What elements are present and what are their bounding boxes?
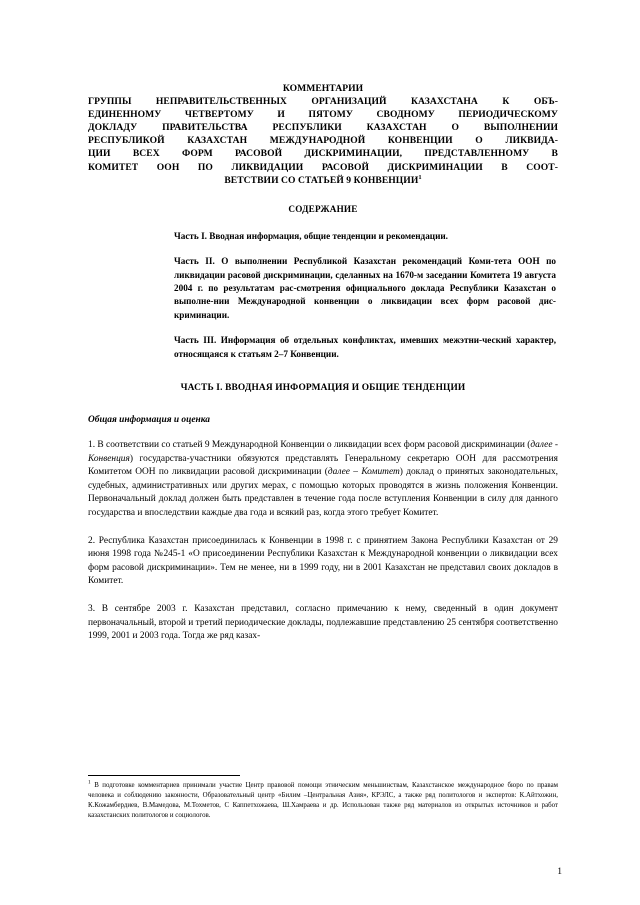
title-line-5: РЕСПУБЛИКОЙ КАЗАХСТАН МЕЖДУНАРОДНОЙ КОНВЕНЦИИ О ЛИКВИДА-: [88, 135, 558, 147]
paragraph-2: [88, 535, 558, 589]
para-1-seg-4-italic: далее – Комитет: [327, 467, 400, 478]
toc-item-part-1: Часть I. Вводная информация, общие тенденции и рекомендации.: [174, 230, 448, 241]
toc-item-part-3: Часть III. Информация об отдельных конфликтах, имевших межэтни-ческий характер, относящаяся к статьям 2–7 Конвенции.: [174, 335, 556, 359]
footnote-marker: 1: [88, 779, 91, 786]
contents-heading: СОДЕРЖАНИЕ: [288, 203, 358, 214]
title-line-1: КОММЕНТАРИИ: [282, 83, 364, 94]
para-3-text: 3. В сентябре 2003 г. Казахстан представил, согласно примечанию к нему, сведенный в один документ первоначальный, второй и третий периодические доклады, подлежавшие представлению 25 сентября соответственно 1999, 2001 и 2003 года. Тогда же ряд казах-: [88, 603, 558, 642]
document-title: [88, 82, 558, 187]
title-line-8: [88, 174, 558, 187]
table-of-contents: [88, 230, 558, 361]
para-1-seg-5: ) доклад о принятых законодательных, судебных, административных или других мерах, с помощью которых проводятся в жизнь положения Конвенции. Первоначальный доклад должен быть представлен в течение года после вступления Конвенции в силу для данного государства и впоследствии каждые два года и всякий раз, когда этого требует Комитет.: [88, 467, 558, 518]
page-content: [88, 82, 558, 644]
paragraph-1: [88, 439, 558, 521]
footnote-1: [88, 781, 558, 821]
paragraph-3: [88, 603, 558, 644]
title-line-6: ЦИИ ВСЕХ ФОРМ РАСОВОЙ ДИСКРИМИНАЦИИ, ПРЕДСТАВЛЕННОМУ В: [88, 148, 558, 160]
title-line-7: КОМИТЕТ ООН ПО ЛИКВИДАЦИИ РАСОВОЙ ДИСКРИМИНАЦИИ В СООТ-: [88, 161, 558, 173]
title-line-8-text: ВЕТСТВИИ СО СТАТЬЕЙ 9 КОНВЕНЦИИ: [224, 174, 419, 186]
para-1-seg-3: ) государства-участники обязуются представлять Генеральному секретарю ООН для рассмотрения Комитетом ООН по ликвидации расовой дискриминации (: [88, 453, 558, 478]
footnote-separator-rule: [88, 775, 240, 776]
footnote-area: [88, 775, 558, 821]
section-subheading: Общая информация и оценка: [88, 415, 210, 425]
footnote-text: В подготовке комментариев принимали участие Центр правовой помощи этническим меньшинствам, Казахстанское международное бюро по правам человека и соблюдению законности, Образовательный центр «Билим –Центральная Азия», КРЭЛС, а также ряд политологов и экспертов: К.Айтхожин, К.Кожамбердиев, В.Мамедова, М.Тохметов, С Каппетхожаева, Ш.Хамраева и др. Использован также ряд материалов из открытых источников и работ казахстанских политологов и социологов.: [88, 782, 558, 819]
para-2-text: 2. Республика Казахстан присоединилась к Конвенции в 1998 г. с принятием Закона Республики Казахстан от 29 июня 1998 года №245-1 «О присоединении Республики Казахстан к Международной конвенции о ликвидации всех форм расовой дискриминации». Тем не менее, ни в 1999 году, ни в 2001 Казахстан не представил своих докладов в Комитет.: [88, 535, 558, 587]
title-footnote-marker: 1: [418, 173, 422, 181]
para-1-seg-2-italic: далее - Конвенция: [88, 440, 559, 464]
para-1-seg-1: 1. В соответствии со статьей 9 Международной Конвенции о ликвидации всех форм расовой дискриминации (: [88, 440, 531, 450]
page-number: 1: [557, 866, 562, 877]
part-1-heading: ЧАСТЬ I. ВВОДНАЯ ИНФОРМАЦИЯ И ОБЩИЕ ТЕНДЕНЦИИ: [180, 383, 466, 393]
title-line-2: ГРУППЫ НЕПРАВИТЕЛЬСТВЕННЫХ ОРГАНИЗАЦИЙ КАЗАХСТАНА К ОБЪ-: [88, 96, 558, 108]
toc-item-part-2: Часть II. О выполнении Республикой Казахстан рекомендаций Коми-тета ООН по ликвидации расовой дискриминации, сделанных на 1670-м заседании Комитета 19 августа 2004 г. по результатам рас-смотрения официального доклада Республики Казахстан о выполне-нии Международной конвенции о ликвидации всех форм расовой дис-криминации.: [174, 256, 556, 320]
title-line-3: ЕДИНЕННОМУ ЧЕТВЕРТОМУ И ПЯТОМУ СВОДНОМУ ПЕРИОДИЧЕСКОМУ: [88, 109, 558, 121]
title-line-4: ДОКЛАДУ ПРАВИТЕЛЬСТВА РЕСПУБЛИКИ КАЗАХСТАН О ВЫПОЛНЕНИИ: [88, 122, 558, 134]
